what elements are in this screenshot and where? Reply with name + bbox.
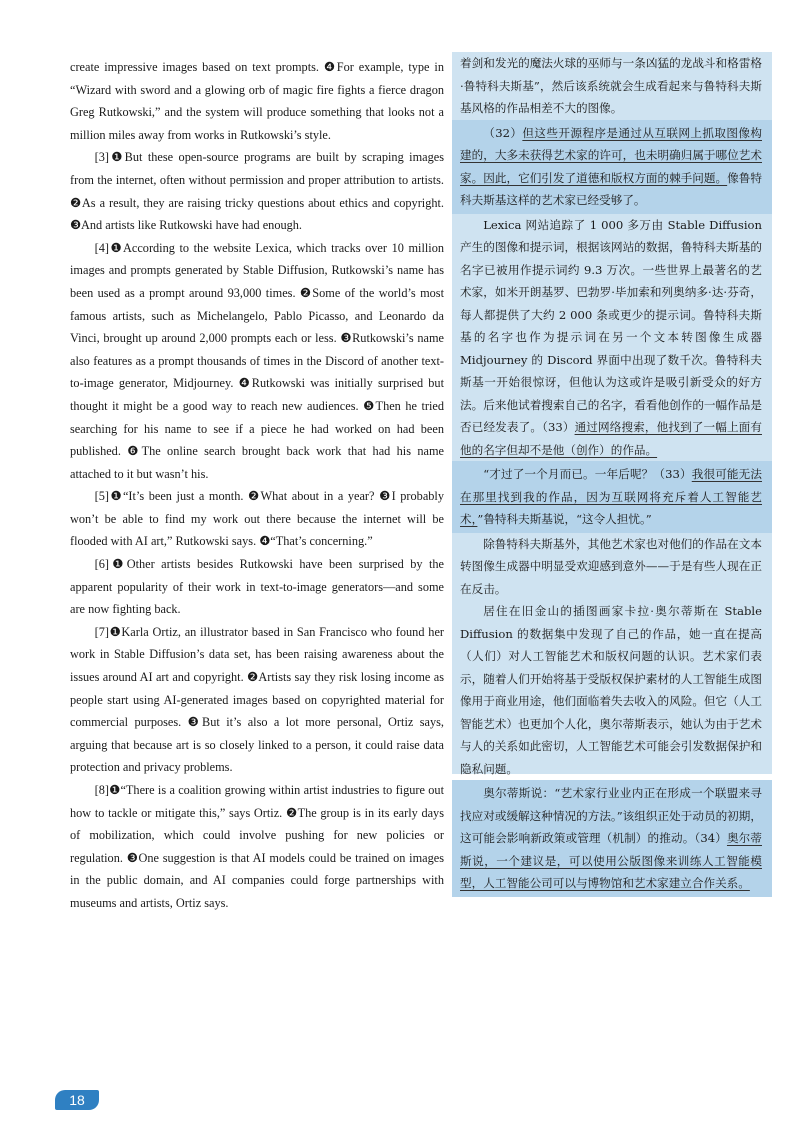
chinese-translation-column [452, 52, 772, 890]
translation-text: Lexica 网站追踪了 1 000 多万由 Stable Diffusion 产生的图像和提示词，根据该网站的数据，鲁特科夫斯基的名字已被用作提示词约 9.3 万次。一些世界上最著名的艺术家，如米开朗基罗、巴勃罗·毕加索和列奥纳多·达·芬奇，每人都提供了大约 2 000 条或更少的提示词。鲁特科夫斯基的名字也作为提示词在另一个文本转图像生成器 Midjourney 的 Discord 界面中出现了数千次。鲁特科夫斯基一开始很惊讶，但他认为这或许是吸引新受众的好方法。后来他试着搜索自己的名字，看看他创作的一幅作品是否已经发表了。 [460, 217, 762, 434]
underlined-answer-34: 奥尔蒂斯说，一个建议是，可以使用公版图像来训练人工智能模型，人工智能公司可以与博物馆和艺术家建立合作关系。 [460, 831, 762, 890]
translation-paragraph-7 [452, 780, 772, 897]
translation-paragraph-5: 除鲁特科夫斯基外，其他艺术家也对他们的作品在文本转图像生成器中明显受欢迎感到意外——于是有些人现在正在反击。 [460, 536, 762, 596]
paragraph-intro: create impressive images based on text prompts. ❹For example, type in “Wizard with sword and a glowing orb of magic fire fights a fierce dragon Greg Rutkowski,” and the system will produce something that looks not a million miles away from works in Rutkowski’s style. [70, 60, 444, 142]
translation-text: “才过了一个月而已。一年后呢？ [483, 467, 654, 481]
question-number-32: （32） [483, 125, 523, 140]
paragraph-5: [5]❶“It’s been just a month. ❷What about in a year? ❸I probably won’t be able to find my work out there because the internet will be flooded with AI art,” Rutkowski says. ❹“That’s concerning.” [70, 489, 444, 549]
question-number-34: （34） [694, 831, 727, 845]
translation-paragraph-3 [460, 214, 762, 462]
underlined-answer-33b: 我很可能无法在那里找到我的作品，因为互联网将充斥着人工智能艺术， [460, 467, 762, 526]
translation-paragraph-2 [452, 120, 772, 214]
translation-text: 像鲁特科夫斯基这样的艺术家已经受够了。 [460, 170, 762, 207]
paragraph-7: [7]❶Karla Ortiz, an illustrator based in San Francisco who found her work in Stable Diffusion’s data set, has been raising awareness about the issues around AI art and copyright. ❷Artists say they risk losing income as people start using AI-generated images based on copyrighted material for commercial purposes. ❸But it’s also a lot more personal, Ortiz says, arguing that because art is so closely linked to a person, it could raise data protection and privacy problems. [70, 624, 444, 775]
paragraph-4: [4]❶According to the website Lexica, which tracks over 10 million images and prompts generated by Stable Diffusion, Rutkowski’s name has been used as a prompt around 93,000 times. ❷Some of the world’s most famous artists, such as Michelangelo, Pablo Picasso, and Leonardo da Vinci, brought up around 2,000 prompts each or less. ❸Rutkowski’s name also features as a prompt thousands of times in the Discord of another text-to-image generator, Midjourney. ❹Rutkowski was initially surprised but thought it might be a good way to reach new audiences. ❺Then he tried searching for his name to see if a piece he had worked on had been published. ❻The online search brought back work that had his name attached to it but wasn’t his. [70, 240, 444, 481]
underlined-answer-33: 通过网络搜索，他找到了一幅上面有他的名字但却不是他（创作）的作品。 [460, 420, 762, 457]
question-number-33: （33） [542, 420, 575, 434]
translation-text: ”鲁特科夫斯基说，“这令人担忧。” [477, 512, 652, 526]
translation-paragraph-1: 着剑和发光的魔法火球的巫师与一条凶猛的龙战斗和格雷格·鲁特科夫斯基”，然后该系统就会生成看起来与鲁特科夫斯基风格的作品相差不大的图像。 [460, 56, 762, 115]
translation-text: 奥尔蒂斯说：“艺术家行业业内正在形成一个联盟来寻找应对或缓解这种情况的方法。”该组织正处于动员的初期，这可能会影响新政策或管理（机制）的推动。 [460, 786, 762, 845]
paragraph-6: [6]❶Other artists besides Rutkowski have been surprised by the apparent popularity of their work in text-to-image generators—and some are now fighting back. [70, 557, 444, 617]
translation-paragraph-4 [452, 461, 772, 533]
page-number: 18 [55, 1090, 99, 1110]
paragraph-3: [3]❶But these open-source programs are built by scraping images from the internet, often without permission and proper attribution to artists. ❷As a result, they are raising tricky questions about ethics and copyright. ❸And artists like Rutkowski have had enough. [70, 150, 444, 233]
english-column [70, 56, 444, 915]
paragraph-8: [8]❶“There is a coalition growing within artist industries to figure out how to tackle or mitigate this,” says Ortiz. ❷The group is in its early days of mobilization, which could involve pushing for new policies or regulation. ❸One suggestion is that AI models could be trained on images in the public domain, and AI companies could forge partnerships with museums and artists, Ortiz says. [70, 783, 444, 910]
translation-paragraph-6: 居住在旧金山的插图画家卡拉·奥尔蒂斯在 Stable Diffusion 的数据集中发现了自己的作品，她一直在提高（人们）对人工智能艺术和版权问题的认识。艺术家们表示，随着人们开始将基于受版权保护素材的人工智能生成图像用于商业用途，他们面临着失去收入的风险。但它（人工智能艺术）也更加个人化，奥尔蒂斯表示，她认为由于艺术与人的关系如此密切，人工智能艺术可能会引发数据保护和隐私问题。 [460, 604, 762, 776]
underlined-answer-32: 但这些开源程序是通过从互联网上抓取图像构建的，大多未获得艺术家的许可，也未明确归属于哪位艺术家。因此，它们引发了道德和版权方面的棘手问题。 [460, 125, 762, 185]
question-number-33b: （33） [653, 467, 692, 481]
